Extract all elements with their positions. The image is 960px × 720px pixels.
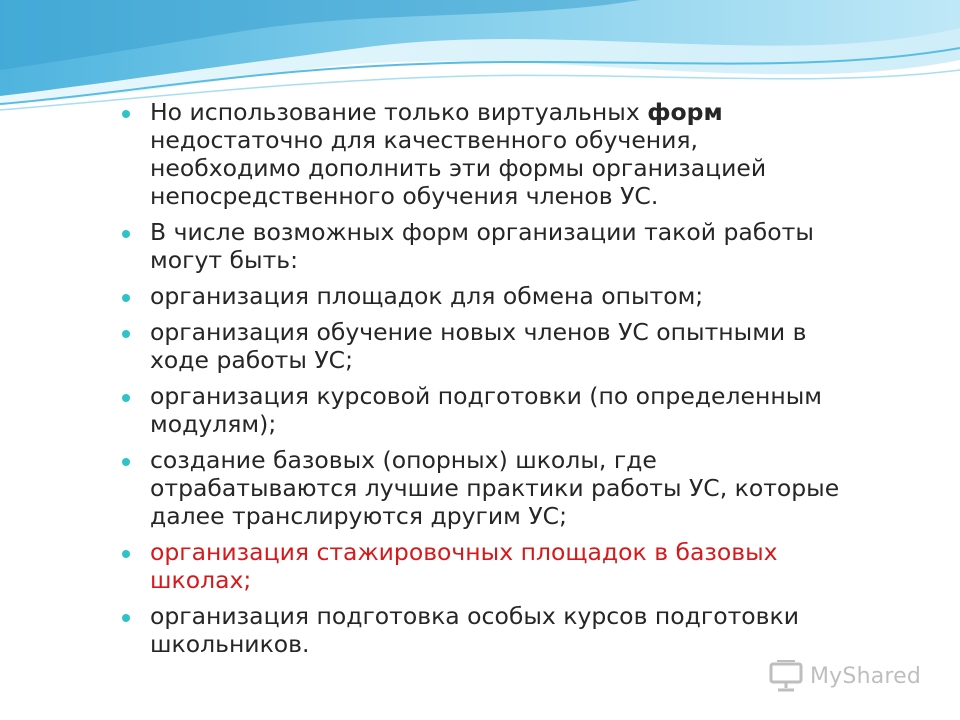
bullet-dot-icon xyxy=(122,230,130,238)
bullet-item-2: В числе возможных форм организации такой работы могут быть: xyxy=(120,218,850,274)
bullet-dot-icon xyxy=(122,110,130,118)
watermark xyxy=(768,656,921,696)
bullet-item-8: организация подготовка особых курсов подготовки школьников. xyxy=(120,602,850,658)
bullet-item-1: Но использование только виртуальных форм недостаточно для качественного обучения, необходимо дополнить эти формы организацией непосредственного обучения членов УС. xyxy=(120,98,850,210)
bullet-item-3: организация площадок для обмена опытом; xyxy=(120,282,850,310)
bullet-list xyxy=(120,98,850,666)
bullet-dot-icon xyxy=(122,458,130,466)
bullet-dot-icon xyxy=(122,330,130,338)
bullet-item-7-highlighted: организация стажировочных площадок в базовых школах; xyxy=(120,538,850,594)
presentation-board-icon xyxy=(768,660,804,692)
bullet-dot-icon xyxy=(122,294,130,302)
bullet-dot-icon xyxy=(122,550,130,558)
bullet-item-6: создание базовых (опорных) школы, где отрабатываются лучшие практики работы УС, которые далее транслируются другим УС; xyxy=(120,446,850,530)
bullet-dot-icon xyxy=(122,614,130,622)
watermark-text: MyShared xyxy=(810,663,922,689)
bullet-dot-icon xyxy=(122,394,130,402)
bullet-item-5: организация курсовой подготовки (по определенным модулям); xyxy=(120,382,850,438)
bullet-item-4: организация обучение новых членов УС опытными в ходе работы УС; xyxy=(120,318,850,374)
